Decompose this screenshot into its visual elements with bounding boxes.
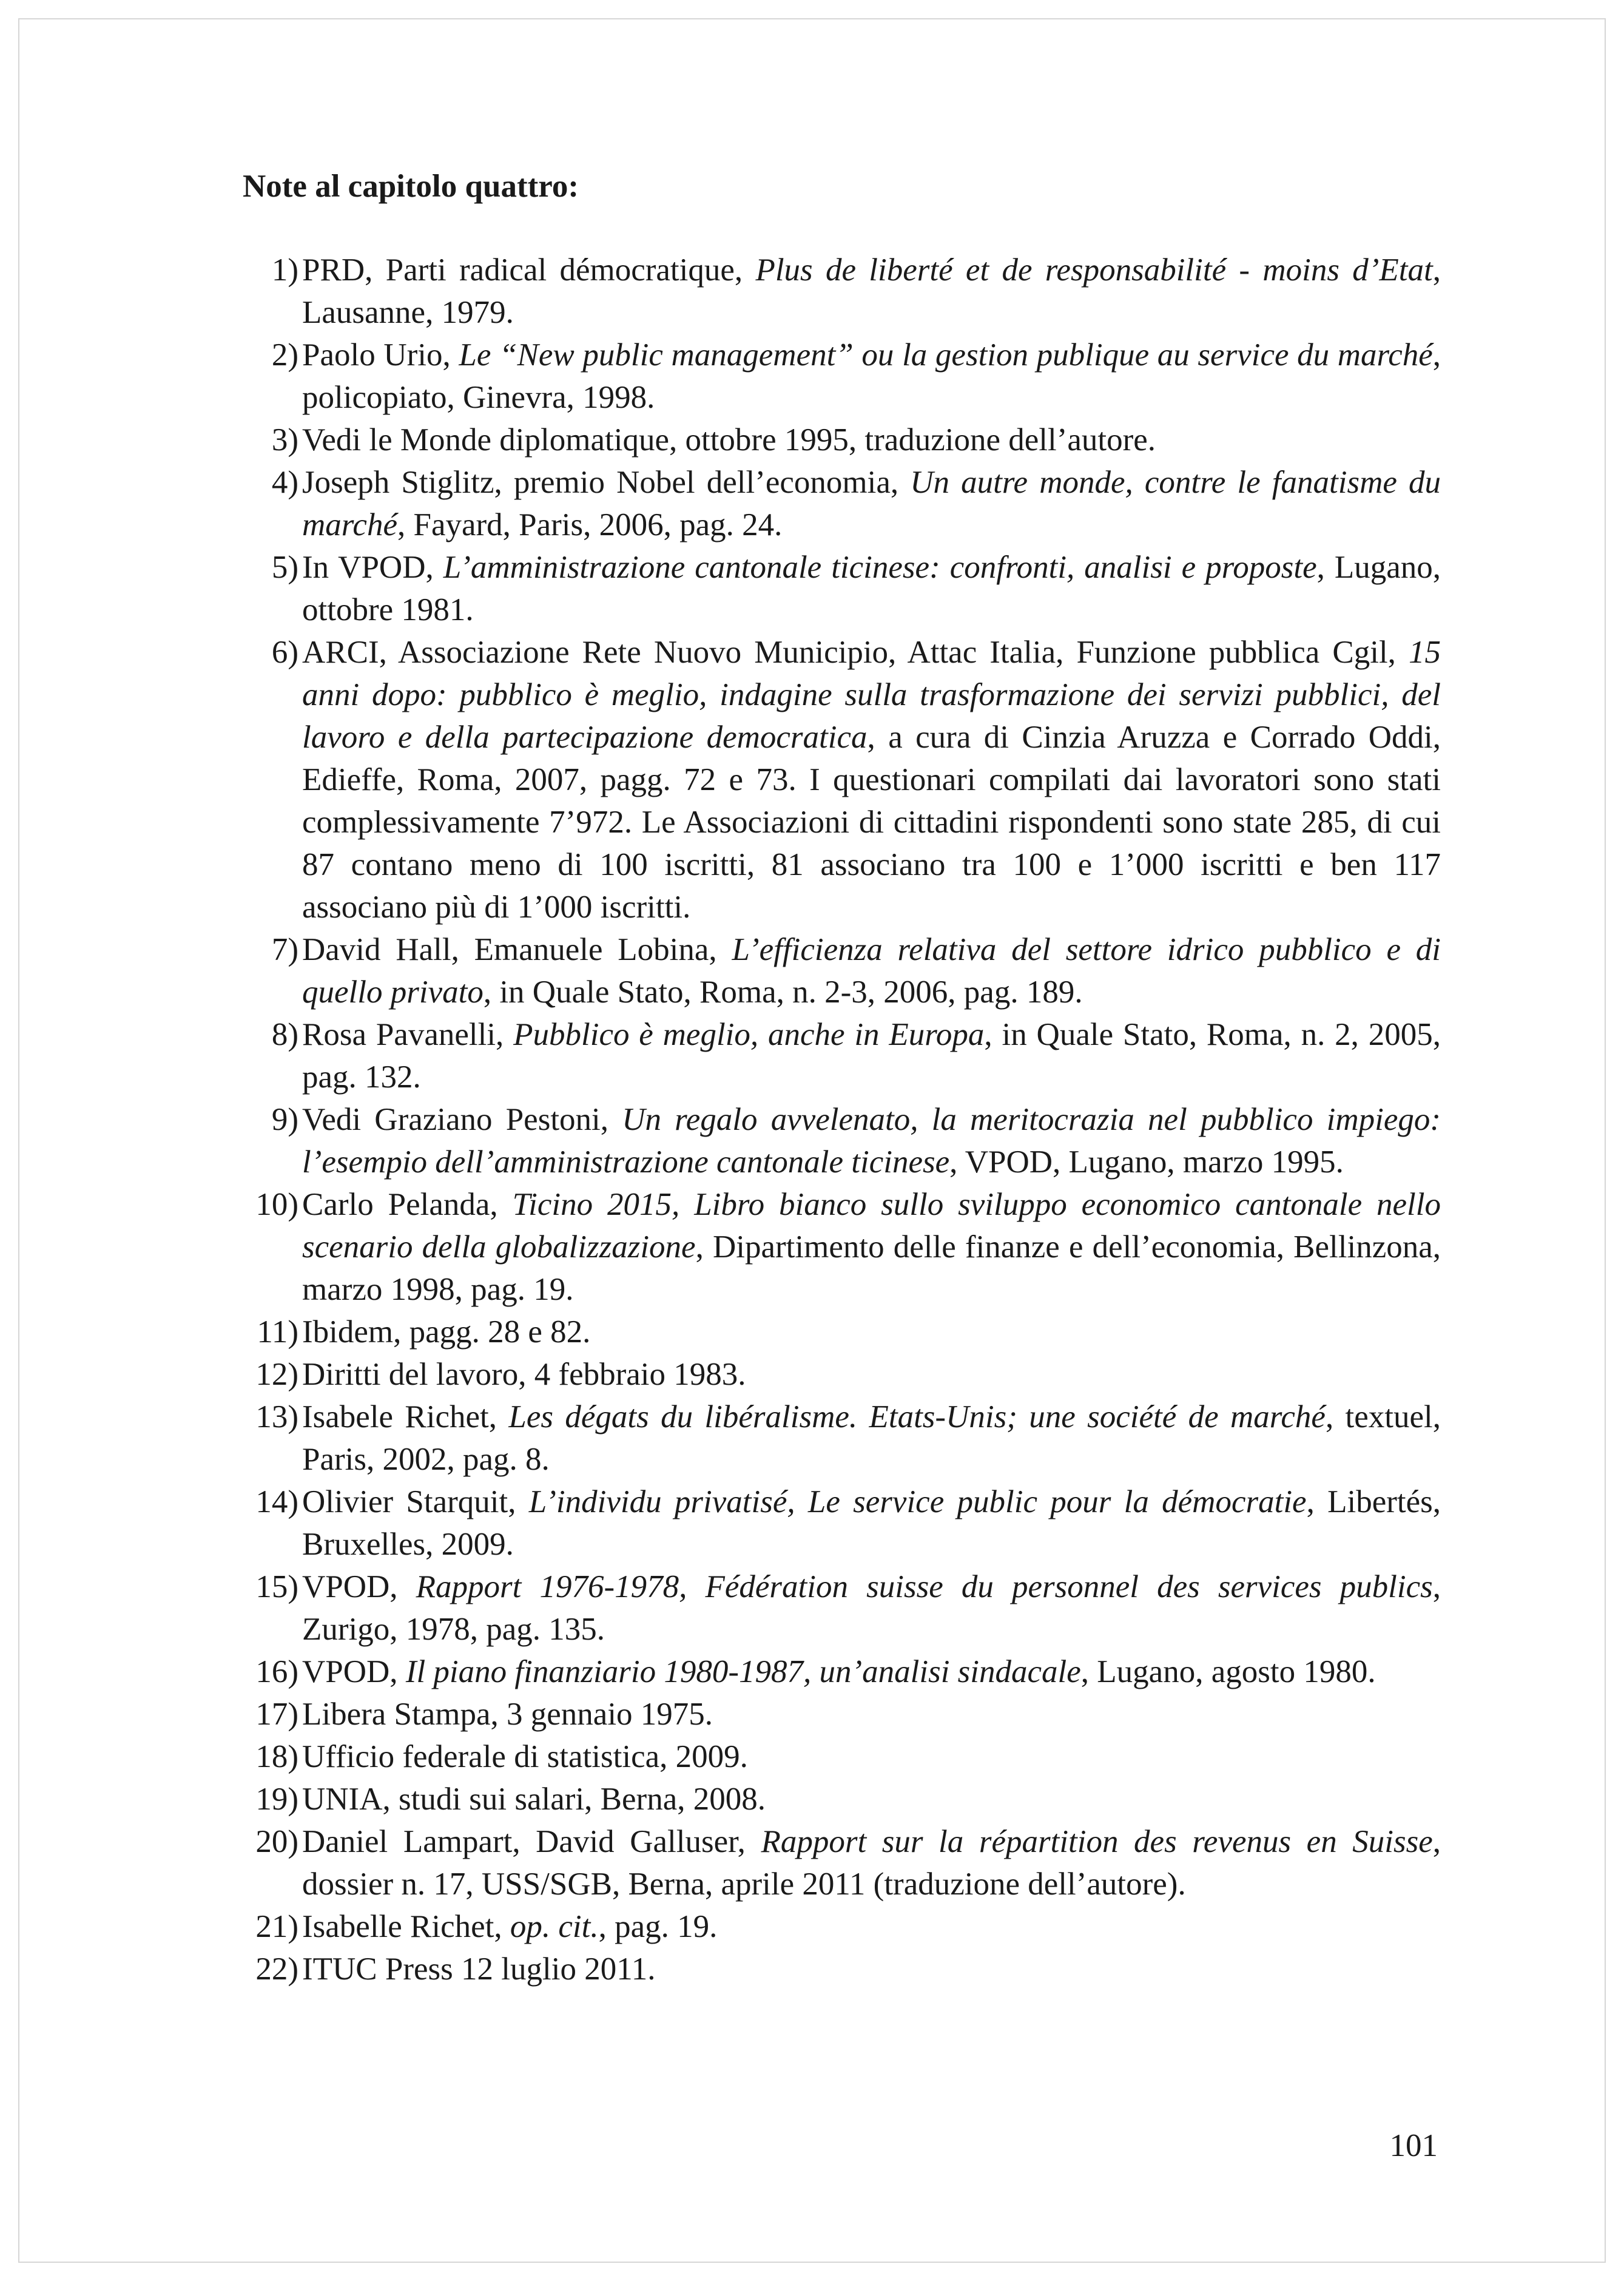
note-title-italic: L’individu privatisé, Le service public pour la démocratie (528, 1484, 1307, 1519)
note-text-segment: Paolo Urio, (302, 337, 459, 373)
note-text (298, 1566, 1441, 1651)
note-title-italic: Pubblico è meglio, anche in Europa (513, 1017, 985, 1052)
note-number: 11) (257, 1314, 298, 1350)
note-text (298, 461, 1441, 546)
note-text-segment: UNIA, studi sui salari, Berna, 2008. (302, 1782, 766, 1817)
note-text (298, 1353, 1441, 1396)
note-number: 16) (255, 1654, 298, 1689)
note-text-segment: VPOD, (302, 1569, 416, 1604)
note-text-segment: , VPOD, Lugano, marzo 1995. (949, 1144, 1344, 1180)
note-text (298, 928, 1441, 1013)
note-number: 4) (271, 465, 298, 500)
note-title-italic: op. cit. (510, 1909, 599, 1944)
note-text (298, 1098, 1441, 1183)
note-text-segment: VPOD, (302, 1654, 406, 1689)
note-number: 7) (271, 932, 298, 967)
note-number: 3) (271, 422, 298, 458)
note-number: 1) (271, 252, 298, 288)
note-text-segment: PRD, Parti radical démocratique, (302, 252, 756, 288)
note-text (298, 1651, 1441, 1693)
note-text (298, 1481, 1441, 1566)
note-text-segment: Isabele Richet, (302, 1399, 509, 1434)
note-title-italic: Rapport sur la répartition des revenus en Suisse (761, 1824, 1433, 1859)
note-item (243, 928, 1441, 1013)
note-item (243, 1481, 1441, 1566)
note-number: 12) (255, 1357, 298, 1392)
note-text-segment: Vedi le Monde diplomatique, ottobre 1995, traduzione dell’autore. (302, 422, 1156, 458)
note-number: 15) (255, 1569, 298, 1604)
note-text-segment: Diritti del lavoro, 4 febbraio 1983. (302, 1357, 746, 1392)
note-number: 2) (271, 337, 298, 373)
note-title-italic: Rapport 1976-1978, Fédération suisse du personnel des services publics (416, 1569, 1433, 1604)
note-number: 9) (271, 1102, 298, 1137)
note-text (298, 546, 1441, 631)
note-item (243, 1693, 1441, 1735)
note-text (298, 1396, 1441, 1481)
note-text (298, 1905, 1441, 1948)
note-number: 5) (271, 550, 298, 585)
note-text (298, 249, 1441, 334)
note-text-segment: Vedi Graziano Pestoni, (302, 1102, 622, 1137)
note-text-segment: , policopiato, Ginevra, 1998. (302, 337, 1441, 415)
note-text-segment: , Lugano, ottobre 1981. (302, 550, 1441, 627)
note-text-segment: , a cura di Cinzia Aruzza e Corrado Oddi, Edieffe, Roma, 2007, pagg. 72 e 73. I questionari compilati dai lavoratori sono stati complessivamente 7’972. Le Associazioni di cittadini rispondenti sono state 285, di cui 87 contano meno di 100 iscritti, 81 associano tra 100 e 1’000 iscritti e ben 117 associano più di 1’000 iscritti. (302, 720, 1441, 925)
note-item (243, 546, 1441, 631)
note-text-segment: Carlo Pelanda, (302, 1187, 513, 1222)
note-title-italic: Les dégats du libéralisme. Etats-Unis; une société de marché (508, 1399, 1326, 1434)
note-item (243, 461, 1441, 546)
note-text (298, 1735, 1441, 1778)
note-item (243, 1948, 1441, 1990)
note-title-italic: 15 anni dopo: pubblico è meglio, indagine sulla trasformazione dei servizi pubblici, del lavoro e della partecipazione democratica (302, 635, 1441, 755)
note-number: 14) (255, 1484, 298, 1519)
note-text-segment: , Lugano, agosto 1980. (1080, 1654, 1376, 1689)
note-title-italic: Ticino 2015, Libro bianco sullo sviluppo economico cantonale nello scenario della globalizzazione (302, 1187, 1441, 1265)
note-text-segment: Ufficio federale di statistica, 2009. (302, 1739, 748, 1774)
note-item (243, 419, 1441, 461)
note-title-italic: Plus de liberté et de responsabilité - moins d’Etat (755, 252, 1433, 288)
note-title-italic: Il piano finanziario 1980-1987, un’analisi sindacale (405, 1654, 1081, 1689)
note-text-segment: , textuel, Paris, 2002, pag. 8. (302, 1399, 1441, 1477)
notes-list (243, 249, 1441, 1990)
note-item (243, 1735, 1441, 1778)
note-text-segment: , Libertés, Bruxelles, 2009. (302, 1484, 1441, 1562)
note-text-segment: ARCI, Associazione Rete Nuovo Municipio, Attac Italia, Funzione pubblica Cgil, (302, 635, 1409, 670)
note-title-italic: L’amministrazione cantonale ticinese: confronti, analisi e proposte (443, 550, 1317, 585)
note-title-italic: L’efficienza relativa del settore idrico pubblico e di quello privato (302, 932, 1441, 1010)
note-item (243, 1905, 1441, 1948)
note-text (298, 1183, 1441, 1311)
note-text-segment: , in Quale Stato, Roma, n. 2-3, 2006, pag. 189. (483, 975, 1083, 1010)
note-text (298, 334, 1441, 419)
note-number: 17) (255, 1697, 298, 1732)
note-title-italic: Un regalo avvelenato, la meritocrazia nel pubblico impiego: l’esempio dell’amministrazione cantonale ticinese (302, 1102, 1441, 1180)
note-text-segment: David Hall, Emanuele Lobina, (302, 932, 732, 967)
note-title-italic: Le “New public management” ou la gestion publique au service du marché (459, 337, 1433, 373)
note-text-segment: Libera Stampa, 3 gennaio 1975. (302, 1697, 713, 1732)
note-text (298, 1820, 1441, 1905)
note-text (298, 1013, 1441, 1098)
note-item (243, 1353, 1441, 1396)
note-text-segment: , pag. 19. (598, 1909, 718, 1944)
note-text-segment: Isabelle Richet, (302, 1909, 510, 1944)
note-text-segment: Rosa Pavanelli, (302, 1017, 514, 1052)
note-number: 6) (271, 635, 298, 670)
note-text-segment: Ibidem, pagg. 28 e 82. (302, 1314, 591, 1350)
note-number: 13) (255, 1399, 298, 1434)
page-title: Note al capitolo quattro: (243, 169, 579, 204)
note-text-segment: ITUC Press 12 luglio 2011. (302, 1952, 656, 1987)
note-text (298, 1311, 1441, 1353)
note-item (243, 1013, 1441, 1098)
note-title-italic: Un autre monde, contre le fanatisme du marché (302, 465, 1441, 542)
note-text (298, 631, 1441, 928)
note-text (298, 1693, 1441, 1735)
note-item (243, 334, 1441, 419)
note-text-segment: Daniel Lampart, David Galluser, (302, 1824, 761, 1859)
note-item (243, 1566, 1441, 1651)
note-item (243, 1651, 1441, 1693)
note-text-segment: In VPOD, (302, 550, 443, 585)
note-text-segment: , dossier n. 17, USS/SGB, Berna, aprile 2011 (traduzione dell’autore). (302, 1824, 1441, 1902)
note-text-segment: Joseph Stiglitz, premio Nobel dell’economia, (302, 465, 911, 500)
note-item (243, 631, 1441, 928)
note-item (243, 1183, 1441, 1311)
note-item (243, 1778, 1441, 1820)
note-number: 18) (255, 1739, 298, 1774)
note-item (243, 1098, 1441, 1183)
note-text-segment: Olivier Starquit, (302, 1484, 529, 1519)
note-number: 19) (255, 1782, 298, 1817)
note-text-segment: , Lausanne, 1979. (302, 252, 1441, 330)
page-number: 101 (1389, 2128, 1438, 2163)
note-text-segment: , Dipartimento delle finanze e dell’economia, Bellinzona, marzo 1998, pag. 19. (302, 1229, 1441, 1307)
note-number: 21) (255, 1909, 298, 1944)
note-text (298, 1778, 1441, 1820)
note-text-segment: , Zurigo, 1978, pag. 135. (302, 1569, 1441, 1647)
note-item (243, 1820, 1441, 1905)
note-item (243, 249, 1441, 334)
note-number: 20) (255, 1824, 298, 1859)
note-text-segment: , Fayard, Paris, 2006, pag. 24. (397, 507, 783, 542)
note-item (243, 1396, 1441, 1481)
note-number: 8) (271, 1017, 298, 1052)
note-number: 22) (255, 1952, 298, 1987)
note-text (298, 419, 1441, 461)
note-text-segment: , in Quale Stato, Roma, n. 2, 2005, pag. 132. (302, 1017, 1441, 1095)
note-number: 10) (255, 1187, 298, 1222)
note-item (243, 1311, 1441, 1353)
note-text (298, 1948, 1441, 1990)
